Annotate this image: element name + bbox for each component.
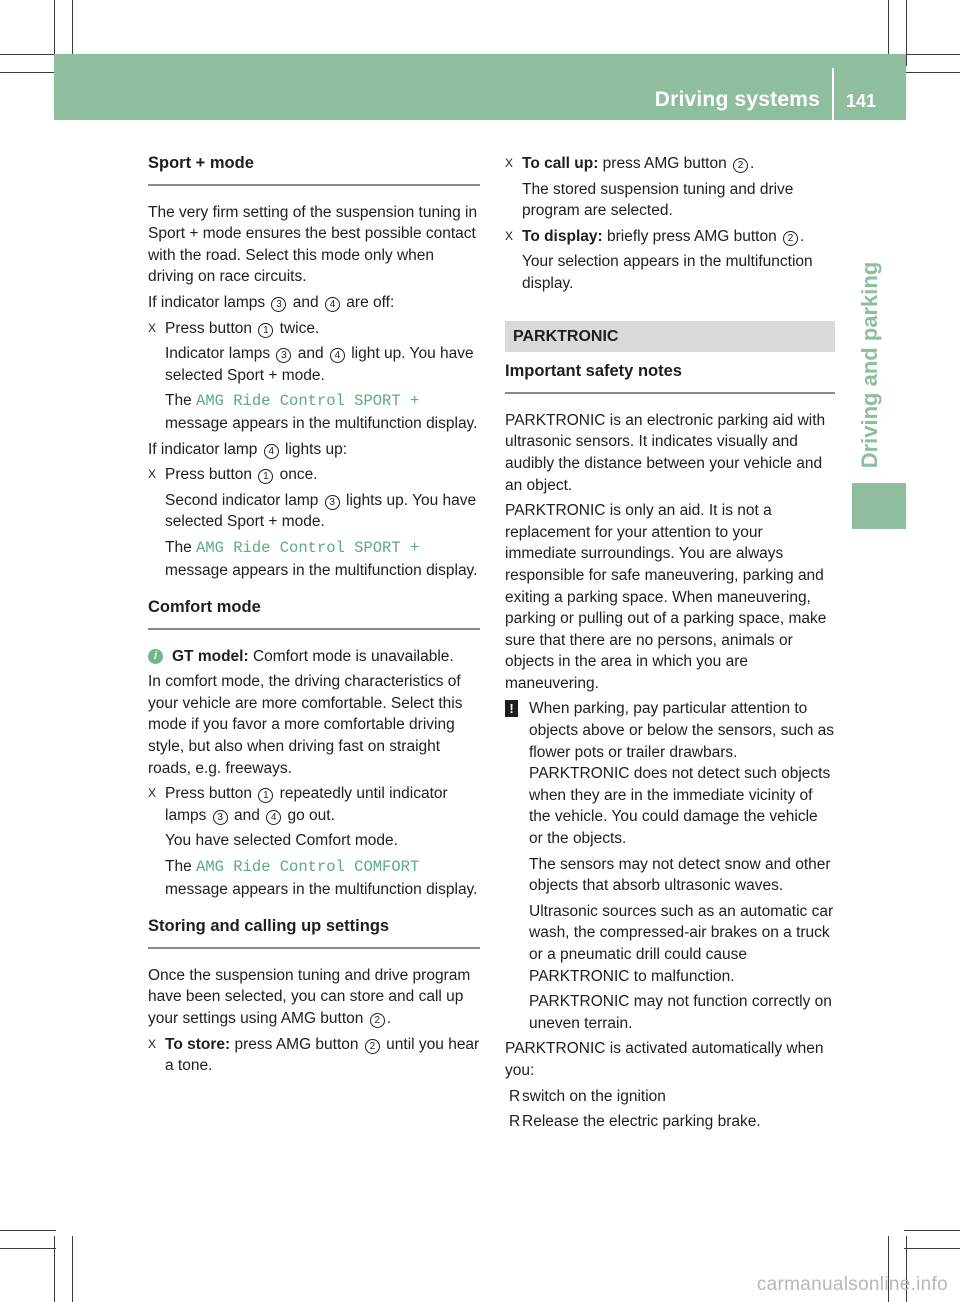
- comfort-mode-heading: Comfort mode: [148, 597, 480, 630]
- comfort-step-result: You have selected Comfort mode.: [165, 832, 398, 850]
- list-item: R switch on the ignition: [505, 1086, 835, 1108]
- parktronic-section-bar: PARKTRONIC: [505, 321, 835, 353]
- circled-number-3: 3: [271, 297, 286, 312]
- crop-mark: [54, 1236, 55, 1302]
- warning-note-2: The sensors may not detect snow and other objects that absorb ultrasonic waves.: [529, 855, 831, 895]
- sport-step-2-result: Second indicator lamp 3 lights up. You have selected Sport + mode.: [165, 491, 477, 531]
- circled-number-3: 3: [325, 495, 340, 510]
- right-column: [505, 153, 835, 1137]
- sport-condition-2: If indicator lamp 4 lights up:: [148, 440, 348, 458]
- circled-number-3: 3: [213, 810, 228, 825]
- storing-intro: Once the suspension tuning and drive program have been selected, you can store and call up your settings using AMG button 2 .: [148, 966, 471, 1027]
- sport-step-1-result: Indicator lamps 3 and 4 light up. You have selected Sport + mode.: [165, 345, 474, 384]
- parktronic-paragraph-1: PARKTRONIC is an electronic parking aid with ultrasonic sensors. It indicates visually and audibly the distance between your vehicle and an object.: [505, 411, 826, 494]
- comfort-step-message: The AMG Ride Control COMFORT message appears in the multifunction display.: [165, 858, 478, 898]
- comfort-step: X Press button 1 repeatedly until indicator lamps 3 and 4 go out.: [148, 785, 448, 824]
- circled-number-4: 4: [264, 444, 279, 459]
- display-result: Your selection appears in the multifunction display.: [522, 253, 813, 292]
- info-icon: i: [148, 649, 163, 664]
- step-arrow-icon: X: [505, 228, 514, 243]
- crop-mark: [904, 54, 960, 55]
- crop-mark: [904, 1230, 960, 1231]
- step-arrow-icon: X: [148, 1036, 157, 1051]
- sport-step-2: X Press button 1 once.: [148, 464, 480, 486]
- gt-model-note: i GT model: Comfort mode is unavailable.: [148, 646, 480, 668]
- crop-mark: [906, 0, 907, 66]
- side-tab-label: Driving and parking: [857, 261, 882, 469]
- display-message-sport: AMG Ride Control SPORT +: [196, 392, 420, 411]
- crop-mark: [0, 72, 56, 73]
- warning-note-3: Ultrasonic sources such as an automatic car wash, the compressed-air brakes on a truck or a pneumatic drill could cause PARKTRONIC to malfunction.: [529, 902, 834, 985]
- display-step: X To display: briefly press AMG button 2 .: [505, 226, 835, 248]
- page-number: 141: [846, 91, 877, 111]
- crop-mark: [0, 1230, 56, 1231]
- warning-note: ! When parking, pay particular attention to objects above or below the sensors, such as flower pots or trailer drawbars. PARKTRONIC does not detect such objects when they are in the immediate vicinity of the vehicle. You could damage the vehicle or the objects.: [505, 698, 835, 849]
- circled-number-4: 4: [325, 297, 340, 312]
- sport-condition-1: If indicator lamps 3 and 4 are off:: [148, 293, 395, 311]
- parktronic-paragraph-2: PARKTRONIC is only an aid. It is not a replacement for your attention to your immediate surroundings. You are always responsible for safe maneuvering, parking and exiting a parking space. When maneuvering, parking or pulling out of a parking space, make sure that there are no persons, animals or objects in the area in which you are maneuvering.: [505, 502, 827, 692]
- circled-number-1: 1: [258, 788, 273, 803]
- circled-number-4: 4: [266, 810, 281, 825]
- circled-number-2: 2: [365, 1039, 380, 1054]
- bullet-icon: R: [509, 1113, 521, 1131]
- callup-result: The stored suspension tuning and drive program are selected.: [522, 180, 794, 220]
- circled-number-2: 2: [783, 231, 798, 246]
- crop-mark: [904, 1248, 960, 1249]
- circled-number-1: 1: [258, 469, 273, 484]
- crop-mark: [904, 72, 960, 73]
- crop-mark: [0, 54, 56, 55]
- left-column: [148, 153, 480, 1081]
- sport-step-1-message: The AMG Ride Control SPORT + message appears in the multifunction display.: [165, 392, 478, 432]
- sport-mode-intro: The very firm setting of the suspension tuning in Sport + mode ensures the best possible contact with the road. Select this mode only when driving on race circuits.: [148, 203, 478, 286]
- step-arrow-icon: X: [505, 156, 514, 170]
- circled-number-2: 2: [370, 1013, 385, 1028]
- header-title: Driving systems: [654, 88, 820, 111]
- step-arrow-icon: X: [148, 320, 157, 335]
- store-step: X To store: press AMG button 2 until you hear a tone.: [148, 1035, 480, 1075]
- list-item: R Release the electric parking brake.: [505, 1111, 835, 1133]
- crop-mark: [72, 1236, 73, 1302]
- step-arrow-icon: X: [148, 786, 157, 801]
- watermark: carmanualsonline.info: [756, 1274, 948, 1295]
- side-tab-marker: [852, 483, 906, 529]
- sport-mode-heading: Sport + mode: [148, 153, 480, 186]
- circled-number-1: 1: [258, 323, 273, 338]
- display-message-sport: AMG Ride Control SPORT +: [196, 538, 420, 557]
- bullet-icon: R: [509, 1087, 521, 1105]
- callup-step: X To call up: press AMG button 2 .: [505, 153, 835, 175]
- safety-notes-heading: Important safety notes: [505, 361, 835, 394]
- circled-number-2: 2: [733, 158, 748, 173]
- step-arrow-icon: X: [148, 467, 157, 482]
- circled-number-4: 4: [330, 348, 345, 363]
- warning-note-4: PARKTRONIC may not function correctly on uneven terrain.: [529, 993, 832, 1032]
- exclamation-icon: !: [505, 700, 518, 717]
- sport-step-1: X Press button 1 twice.: [148, 318, 480, 340]
- comfort-mode-intro: In comfort mode, the driving characteristics of your vehicle are more comfortable. Select this mode if you favor a more comfortable driving style, but also when driving fast on straight roads, e.g. freeways.: [148, 673, 463, 777]
- display-message-comfort: AMG Ride Control COMFORT: [196, 858, 420, 877]
- auto-activation-intro: PARKTRONIC is activated automatically when you:: [505, 1040, 824, 1079]
- side-tab: [850, 250, 890, 480]
- header-separator: [832, 68, 834, 120]
- crop-mark: [0, 1248, 56, 1249]
- circled-number-3: 3: [276, 348, 291, 363]
- storing-heading: Storing and calling up settings: [148, 916, 480, 949]
- sport-step-2-message: The AMG Ride Control SPORT + message appears in the multifunction display.: [165, 538, 478, 579]
